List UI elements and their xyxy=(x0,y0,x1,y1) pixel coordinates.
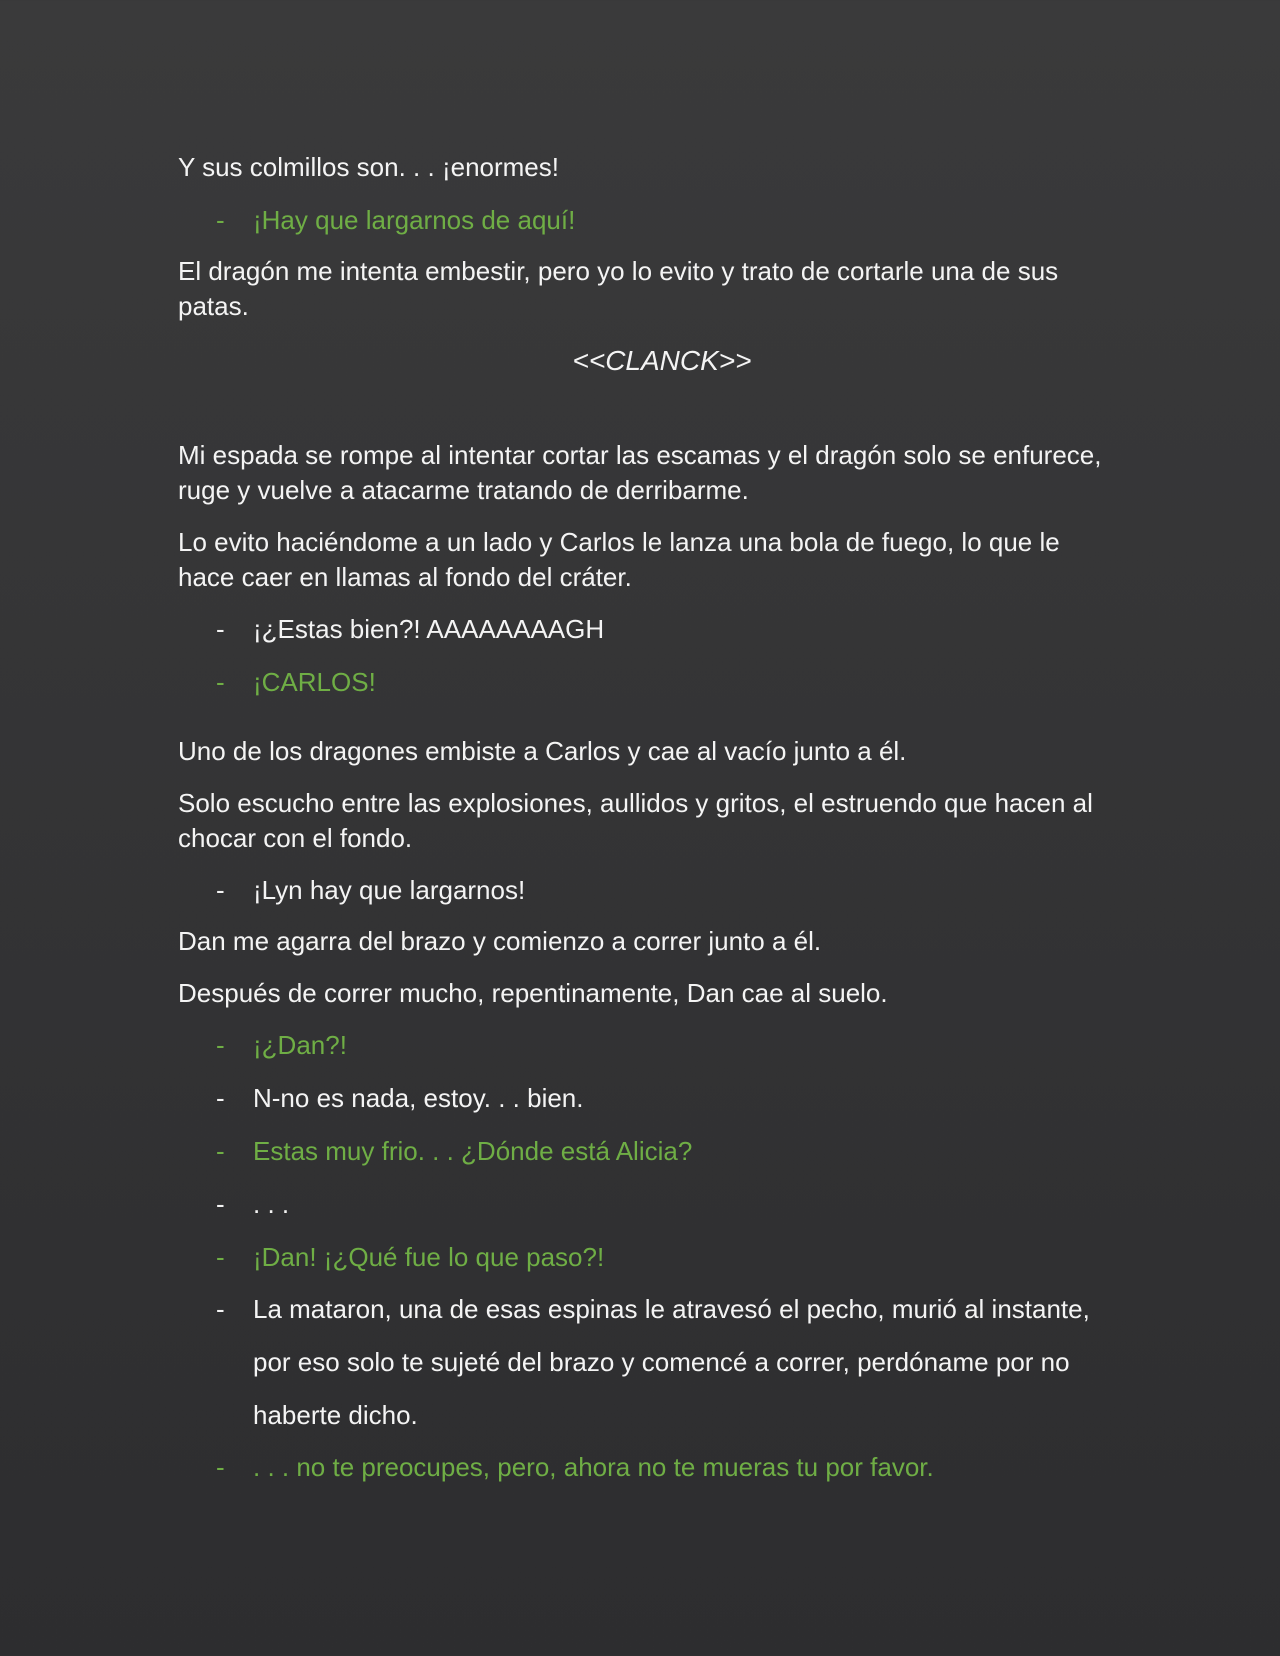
narration-paragraph: Uno de los dragones embiste a Carlos y cae al vacío junto a él. xyxy=(178,736,907,766)
dialogue-dash: - xyxy=(216,1452,225,1482)
dialogue-text: ¡CARLOS! xyxy=(253,667,376,697)
dialogue-line xyxy=(216,1240,604,1274)
dialogue-dash: - xyxy=(216,1189,225,1219)
dialogue-text: N-no es nada, estoy. . . bien. xyxy=(253,1083,584,1113)
sound-effect: <<CLANCK>> xyxy=(572,345,752,376)
dialogue-line xyxy=(216,1450,934,1484)
dialogue-dash: - xyxy=(216,205,225,235)
dialogue-dash: - xyxy=(216,614,225,644)
narration-paragraph: Mi espada se rompe al intentar cortar las escamas y el dragón solo se enfurece, ruge y vuelve a atacarme tratando de derribarme. xyxy=(178,440,1102,505)
dialogue-line xyxy=(216,1028,347,1062)
dialogue-dash: - xyxy=(216,1030,225,1060)
dialogue-dash: - xyxy=(216,667,225,697)
dialogue-dash: - xyxy=(216,875,225,905)
narration-paragraph: Y sus colmillos son. . . ¡enormes! xyxy=(178,152,559,182)
dialogue-text: ¡¿Estas bien?! AAAAAAAAGH xyxy=(253,614,605,644)
dialogue-text: ¡Lyn hay que largarnos! xyxy=(253,875,526,905)
dialogue-line xyxy=(216,1187,289,1221)
dialogue-line xyxy=(216,665,376,699)
dialogue-line xyxy=(216,1134,692,1168)
dialogue-text: La mataron, una de esas espinas le atravesó el pecho, murió al instante, por eso solo te sujeté del brazo y comencé a correr, perdóname por no haberte dicho. xyxy=(253,1294,1090,1430)
dialogue-text: . . . xyxy=(253,1189,290,1219)
dialogue-line xyxy=(216,612,604,646)
dialogue-line xyxy=(216,873,525,907)
dialogue-line xyxy=(216,203,575,237)
narration-paragraph: Lo evito haciéndome a un lado y Carlos le lanza una bola de fuego, lo que le hace caer en llamas al fondo del cráter. xyxy=(178,527,1060,592)
dialogue-line xyxy=(216,1081,583,1115)
dialogue-text: Estas muy frio. . . ¿Dónde está Alicia? xyxy=(253,1136,693,1166)
dialogue-dash: - xyxy=(216,1294,225,1324)
dialogue-line xyxy=(216,1283,1116,1442)
dialogue-text: ¡Dan! ¡¿Qué fue lo que paso?! xyxy=(253,1242,605,1272)
narration-paragraph: El dragón me intenta embestir, pero yo lo evito y trato de cortarle una de sus patas. xyxy=(178,256,1059,321)
dialogue-dash: - xyxy=(216,1242,225,1272)
dialogue-text: . . . no te preocupes, pero, ahora no te mueras tu por favor. xyxy=(253,1452,934,1482)
dialogue-dash: - xyxy=(216,1083,225,1113)
narration-paragraph: Después de correr mucho, repentinamente, Dan cae al suelo. xyxy=(178,978,888,1008)
dialogue-text: ¡¿Dan?! xyxy=(253,1030,347,1060)
dialogue-dash: - xyxy=(216,1136,225,1166)
narration-paragraph: Solo escucho entre las explosiones, aullidos y gritos, el estruendo que hacen al chocar con el fondo. xyxy=(178,788,1093,853)
narration-paragraph: Dan me agarra del brazo y comienzo a correr junto a él. xyxy=(178,926,822,956)
dialogue-text: ¡Hay que largarnos de aquí! xyxy=(253,205,576,235)
